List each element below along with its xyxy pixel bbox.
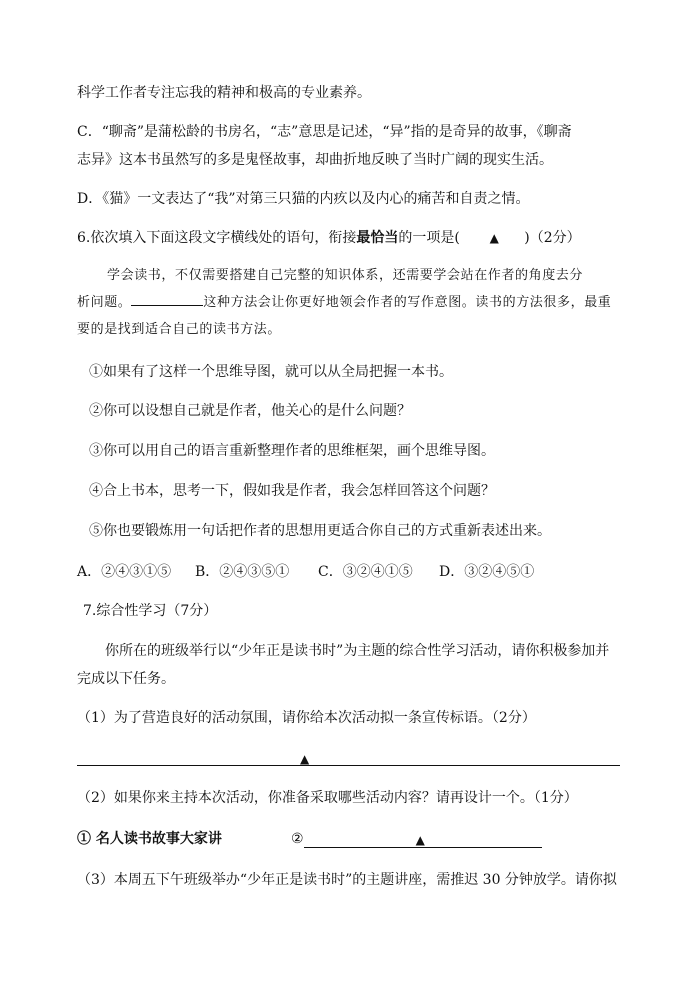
q6-fill-blank <box>131 305 203 306</box>
q6-choice-d: D．③②④⑤① <box>439 564 535 580</box>
q6-item-5: ⑤你也要锻炼用一句话把作者的思想用更适合你自己的方式重新表述出来。 <box>89 523 551 539</box>
q7-sub1-prompt: （1）为了营造良好的活动氛围，请你给本次活动拟一条宣传标语。（2分） <box>77 710 536 726</box>
q6-suffix: )（2分） <box>524 230 581 246</box>
q6-passage-line2 <box>77 293 611 313</box>
q7-intro-line2: 完成以下任务。 <box>77 671 175 687</box>
q7-sub3-prompt: （3）本周五下午班级举办“少年正是读书时”的主题讲座，需推迟 30 分钟放学。请你拟 <box>77 872 617 888</box>
q6-bold-keyword: 最恰当 <box>356 230 399 246</box>
q6-item-2: ②你可以设想自己就是作者，他关心的是什么问题？ <box>89 403 411 419</box>
option-c-line2: 志异》这本书虽然写的多是鬼怪故事，却曲折地反映了当时广阔的现实生活。 <box>77 152 553 168</box>
q6-passage-line1: 学会读书，不仅需要搭建自己完整的知识体系，还需要学会站在作者的角度去分 <box>107 268 584 283</box>
q6-choice-c: C．③②④①⑤ <box>318 564 413 580</box>
q6-passage-line2-pre: 析问题。 <box>77 295 132 310</box>
q6-passage-line3: 要的是找到适合自己的读书方法。 <box>77 322 282 337</box>
q7-sub2-prompt: （2）如果你来主持本次活动，你准备采取哪些活动内容？请再设计一个。（1分） <box>77 790 578 806</box>
q6-choice-b: B．②④③⑤① <box>195 564 290 580</box>
option-d-line: D．《猫》一文表达了“我”对第三只猫的内疚以及内心的痛苦和自责之情。 <box>77 191 530 207</box>
q7-activity-2 <box>291 829 542 849</box>
q7-activity-1: ① 名人读书故事大家讲 <box>77 831 222 847</box>
option-c-line1: C．“聊斋”是蒲松龄的书房名，“志”意思是记述，“异”指的是奇异的故事，《聊斋 <box>77 124 572 140</box>
q6-prefix: 6.依次填入下面这段文字横线处的语句，衔接 <box>77 230 357 246</box>
q6-choice-a: A．②④③①⑤ <box>77 564 172 580</box>
q6-item-1: ①如果有了这样一个思维导图，就可以从全局把握一本书。 <box>89 364 453 380</box>
intro-tail-line: 科学工作者专注忘我的精神和极高的专业素养。 <box>77 85 371 101</box>
q6-item-4: ④合上书本，思考一下，假如我是作者，我会怎样回答这个问题？ <box>89 483 495 499</box>
q7-sub1-answer-line <box>77 765 620 766</box>
question-7-title: 7.综合性学习（7分） <box>83 603 218 619</box>
q7-intro-line1: 你所在的班级举行以“少年正是读书时”为主题的综合性学习活动，请你积极参加并 <box>105 643 610 659</box>
q7-activity-2-blank <box>304 829 542 848</box>
q6-middle: 的一项是( <box>398 230 460 246</box>
q6-answer-slot <box>464 228 524 248</box>
q7-activity-2-number: ② <box>291 831 304 847</box>
triangle-marker-icon: ▲ <box>415 833 425 847</box>
q6-passage-line2-post: 这种方法会让你更好地领会作者的写作意图。读书的方法很多，最重 <box>203 295 612 310</box>
triangle-marker-icon: ▲ <box>489 231 499 245</box>
triangle-marker-icon: ▲ <box>300 752 310 766</box>
question-6-stem <box>77 228 581 248</box>
q6-item-3: ③你可以用自己的语言重新整理作者的思维框架，画个思维导图。 <box>89 443 495 459</box>
